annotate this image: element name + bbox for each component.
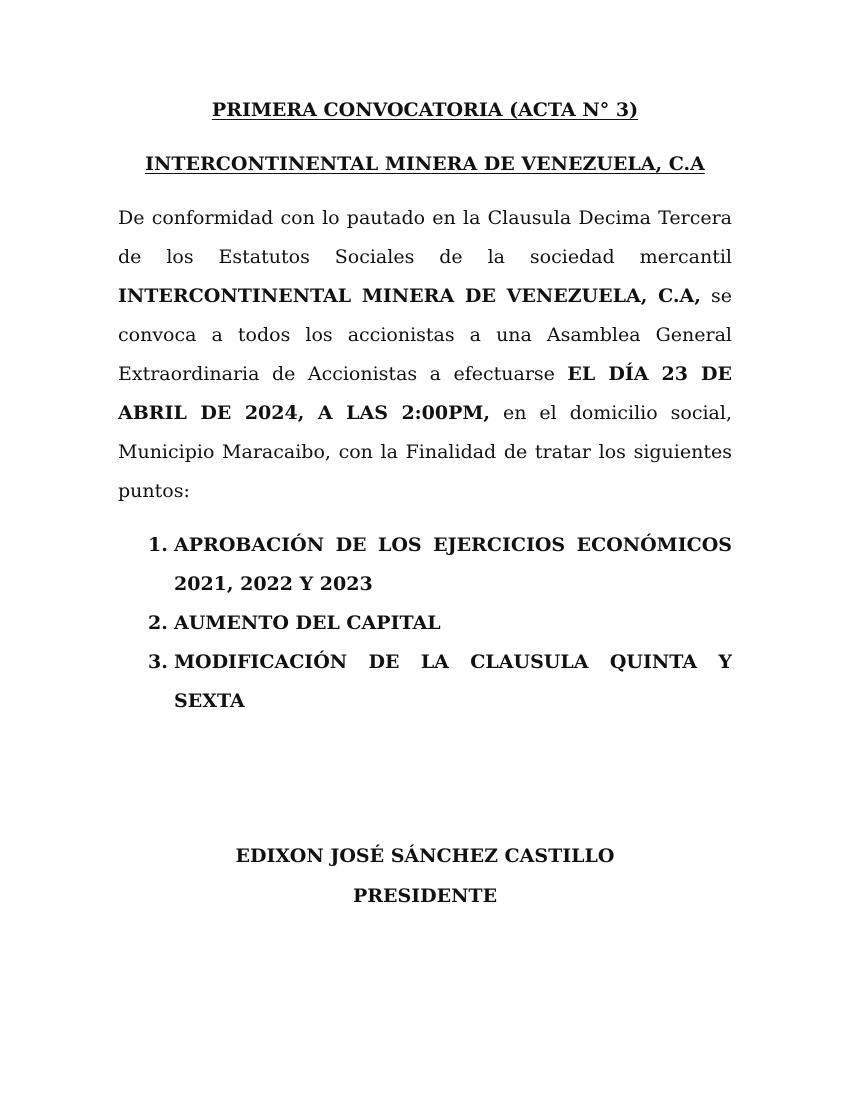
agenda-item bbox=[148, 526, 732, 604]
agenda-item-number: 2. bbox=[148, 612, 168, 634]
agenda-list bbox=[148, 526, 732, 721]
company-name: INTERCONTINENTAL MINERA DE VENEZUELA, C.A, bbox=[118, 285, 701, 307]
agenda-item-text: AUMENTO DEL CAPITAL bbox=[174, 612, 441, 634]
agenda-item-number: 3. bbox=[148, 651, 168, 673]
agenda-item-number: 1. bbox=[148, 534, 168, 556]
company-heading: INTERCONTINENTAL MINERA DE VENEZUELA, C.A bbox=[145, 153, 705, 175]
meeting-date-time: EL DÍA 23 DE ABRIL DE 2024, A LAS 2:00PM, bbox=[118, 363, 732, 424]
paragraph-intro: De conformidad con lo pautado en la Clausula Decima Tercera de los Estatutos Sociales de la sociedad mercantil bbox=[118, 207, 732, 268]
agenda-item-text: MODIFICACIÓN DE LA CLAUSULA QUINTA Y SEXTA bbox=[174, 651, 732, 712]
paragraph-closing: en el domicilio social, Municipio Maracaibo, con la Finalidad de tratar los siguientes puntos: bbox=[118, 402, 732, 502]
signatory-role: PRESIDENTE bbox=[352, 885, 498, 907]
agenda-item-text: APROBACIÓN DE LOS EJERCICIOS ECONÓMICOS 2021, 2022 Y 2023 bbox=[174, 534, 732, 595]
convocation-paragraph bbox=[118, 199, 732, 511]
agenda-item bbox=[148, 643, 732, 721]
agenda-item bbox=[148, 604, 732, 643]
paragraph-convoca: se convoca a todos los accionistas a una Asamblea General Extraordinaria de Accionistas a efectuarse bbox=[118, 285, 732, 385]
signatory-name: EDIXON JOSÉ SÁNCHEZ CASTILLO bbox=[235, 845, 615, 867]
document-title: PRIMERA CONVOCATORIA (ACTA N° 3) bbox=[211, 99, 639, 121]
